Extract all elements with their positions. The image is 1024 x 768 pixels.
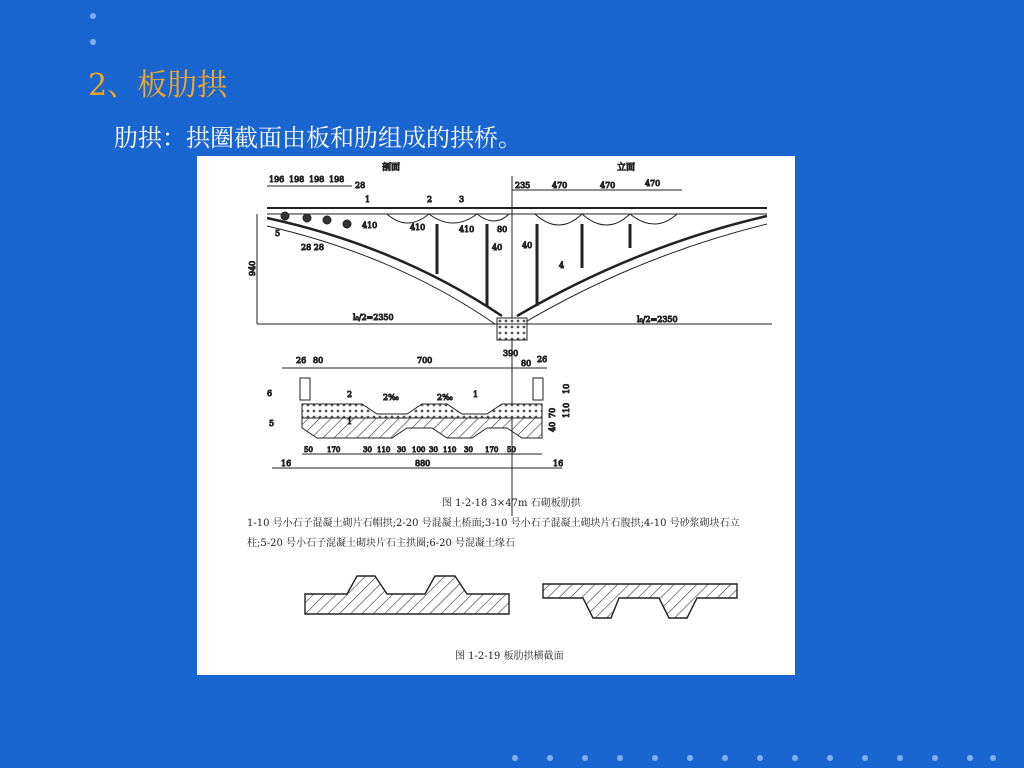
dim-198c: 198: [329, 175, 345, 184]
cs-bottom-dim: 30: [429, 446, 438, 454]
slide-subtitle: 肋拱：拱圈截面由板和肋组成的拱桥。: [114, 124, 522, 152]
dim-28-28: 28 28: [301, 243, 324, 252]
cs-bottom-dim: 110: [443, 446, 457, 454]
decor-dot: [547, 755, 553, 761]
cs-bottom-dim: 170: [327, 446, 341, 454]
cs-dim-26a: 26: [296, 356, 307, 365]
cs-callout-1b: 1: [347, 417, 353, 426]
cs-callout-6: 6: [267, 389, 273, 398]
decor-dot: [582, 755, 588, 761]
bridge-drawing: [197, 156, 795, 675]
slide-title: 2、板肋拱: [88, 68, 228, 103]
callout-2: 2: [427, 195, 433, 204]
cs-right-70: 70: [548, 407, 557, 418]
decor-dot: [932, 755, 938, 761]
height-940: 940: [248, 260, 257, 276]
decor-dot: [687, 755, 693, 761]
decor-dot: [512, 755, 518, 761]
decor-dot: [757, 755, 763, 761]
cs-bottom-dim: 30: [363, 446, 372, 454]
caption-1: 图 1-2-18 3×47m 石砌板肋拱: [442, 498, 581, 509]
dim-40a: 40: [492, 243, 503, 252]
decor-dot: [967, 755, 973, 761]
decor-dot: [722, 755, 728, 761]
decor-dot: [90, 13, 96, 19]
decor-dot: [897, 755, 903, 761]
dim-28: 28: [355, 181, 366, 190]
dim-198a: 198: [289, 175, 305, 184]
decor-dot: [827, 755, 833, 761]
cs-dim-80a: 80: [313, 356, 324, 365]
cs-right-40: 40: [548, 421, 557, 432]
dim-40b: 40: [522, 241, 533, 250]
caption-2: 图 1-2-19 板肋拱横截面: [455, 651, 564, 662]
callout-1: 1: [365, 195, 371, 204]
decor-dot: [617, 755, 623, 761]
half-span-left: l₀/2=2350: [353, 313, 394, 322]
half-span-right: l₀/2=2350: [637, 315, 678, 324]
cs-bottom-dims: [304, 446, 516, 454]
span-410b: 410: [410, 223, 426, 232]
dim-196: 196: [269, 175, 285, 184]
cs-callout-2: 2: [347, 390, 353, 399]
cs-bottom-dim: 50: [507, 446, 516, 454]
cs-bottom-dim: 100: [412, 446, 426, 454]
cs-slope-left: 2‰: [383, 393, 399, 402]
span-410c: 410: [459, 225, 475, 234]
callout-5: 5: [275, 229, 281, 238]
cs-callout-5: 5: [269, 419, 275, 428]
cs-total-880: 880: [415, 459, 431, 468]
cs-bottom-dim: 50: [304, 446, 313, 454]
legend-line-1: 1-10 号小石子混凝土砌片石帽拱;2-20 号混凝土桥面;3-10 号小石子混凝土砌块片石腹拱;4-10 号砂浆砌块石立: [247, 518, 740, 529]
callout-3: 3: [459, 195, 465, 204]
dim-470c: 470: [645, 179, 661, 188]
span-410a: 410: [362, 221, 378, 230]
elevation-label: 立面: [617, 163, 636, 173]
dim-470a: 470: [552, 181, 568, 190]
dim-198b: 198: [309, 175, 325, 184]
dim-470b: 470: [600, 181, 616, 190]
cs-bottom-dim: 170: [485, 446, 499, 454]
bridge-figure: [197, 156, 795, 675]
callout-4: 4: [559, 261, 565, 270]
dim-235: 235: [515, 181, 531, 190]
pier-390: 390: [503, 349, 519, 358]
section-label: 剖面: [382, 163, 401, 173]
rib-profile-1: [305, 576, 509, 614]
dim-80: 80: [497, 225, 508, 234]
cs-bottom-dim: 30: [464, 446, 473, 454]
decor-dot: [792, 755, 798, 761]
cs-right-110: 110: [562, 402, 571, 418]
cs-bottom-dim: 30: [397, 446, 406, 454]
cs-edge-16a: 16: [281, 459, 292, 468]
cs-edge-16b: 16: [553, 459, 564, 468]
cs-dim-80b: 80: [521, 359, 532, 368]
cs-dim-700: 700: [417, 356, 433, 365]
cs-callout-1a: 1: [473, 390, 479, 399]
decor-dot: [862, 755, 868, 761]
rib-profile-2: [543, 584, 737, 618]
cs-right-10: 10: [562, 383, 571, 394]
decor-dot: [90, 39, 96, 45]
cs-dim-26b: 26: [537, 355, 548, 364]
decor-dot: [990, 755, 996, 761]
legend-line-2: 柱;5-20 号小石子混凝土砌块片石主拱圈;6-20 号混凝土缘石: [247, 538, 516, 549]
decor-dot: [652, 755, 658, 761]
cs-bottom-dim: 110: [377, 446, 391, 454]
cs-slope-right: 2‰: [437, 393, 453, 402]
